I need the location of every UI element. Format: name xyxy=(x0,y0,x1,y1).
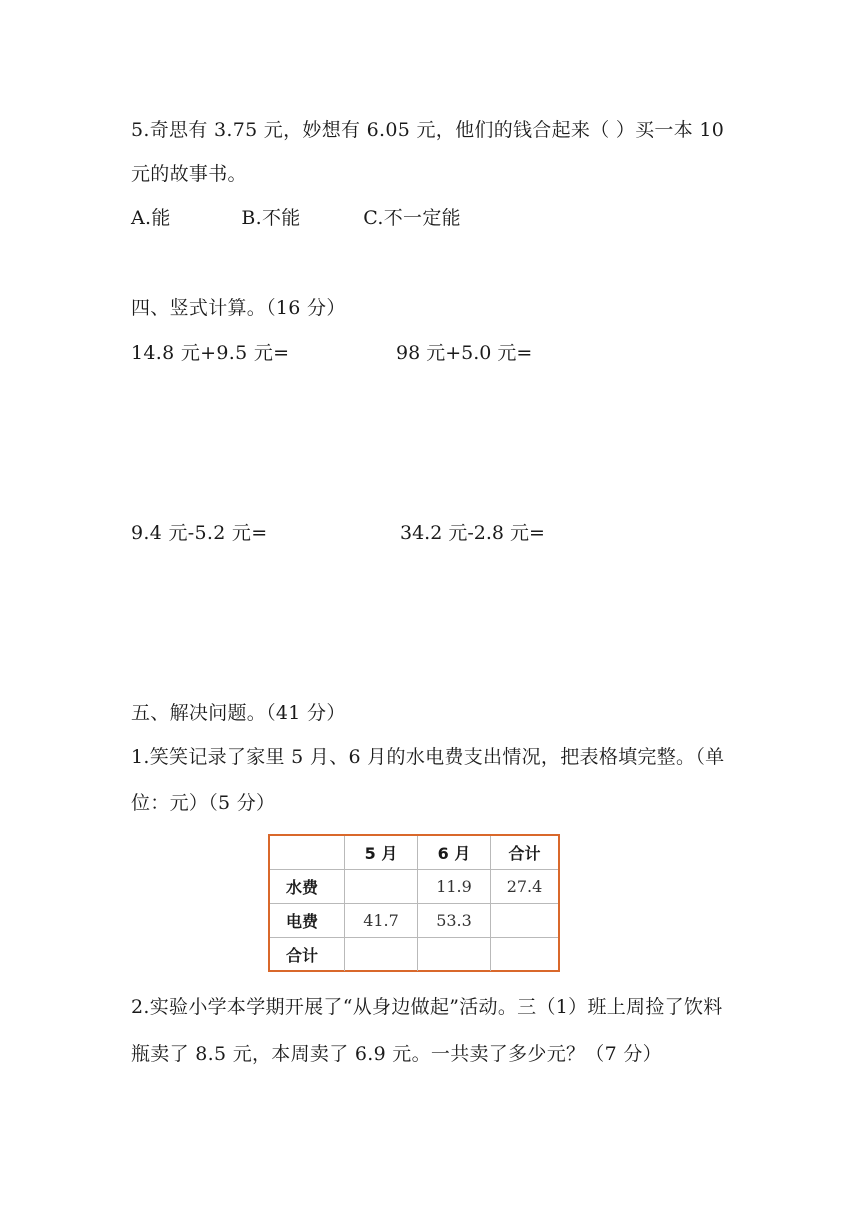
section5-heading: 五、解决问题。（41 分） xyxy=(131,702,346,724)
q1-line2: 位：元）（5 分） xyxy=(131,792,276,814)
q2-line1: 2.实验小学本学期开展了“从身边做起”活动。三（1）班上周捡了饮料 xyxy=(131,996,723,1018)
cell-electric-june: 53.3 xyxy=(418,904,491,938)
option-b: B.不能 xyxy=(241,207,301,229)
cell-water-total: 27.4 xyxy=(491,870,559,904)
problem-2: 98 元+5.0 元= xyxy=(396,342,533,364)
table-header-row xyxy=(270,836,558,870)
option-c: C.不一定能 xyxy=(363,207,461,229)
col-header-june: 6 月 xyxy=(418,836,491,870)
table-corner-cell xyxy=(270,836,345,870)
problem-4: 34.2 元-2.8 元= xyxy=(400,522,545,544)
cell-electric-total[interactable] xyxy=(491,904,559,938)
section4-heading: 四、竖式计算。（16 分） xyxy=(131,297,346,319)
cell-water-may[interactable] xyxy=(345,870,418,904)
cell-water-june: 11.9 xyxy=(418,870,491,904)
table-row xyxy=(270,938,558,972)
table-row xyxy=(270,904,558,938)
q1-line1: 1.笑笑记录了家里 5 月、6 月的水电费支出情况，把表格填完整。（单 xyxy=(131,746,725,768)
option-a: A.能 xyxy=(131,207,171,229)
q5-line1: 5.奇思有 3.75 元，妙想有 6.05 元，他们的钱合起来（ ）买一本 10 xyxy=(131,119,725,141)
cell-total-may[interactable] xyxy=(345,938,418,972)
row-header-total: 合计 xyxy=(270,938,345,972)
cell-total-total[interactable] xyxy=(491,938,559,972)
table-row xyxy=(270,870,558,904)
q2-line2: 瓶卖了 8.5 元，本周卖了 6.9 元。一共卖了多少元？（7 分） xyxy=(131,1043,662,1065)
row-header-electric: 电费 xyxy=(270,904,345,938)
fee-table xyxy=(268,834,560,972)
row-header-water: 水费 xyxy=(270,870,345,904)
q5-line2: 元的故事书。 xyxy=(131,163,247,185)
q5-options xyxy=(131,206,461,230)
col-header-may: 5 月 xyxy=(345,836,418,870)
cell-total-june[interactable] xyxy=(418,938,491,972)
cell-electric-may: 41.7 xyxy=(345,904,418,938)
col-header-total: 合计 xyxy=(491,836,559,870)
problem-3: 9.4 元-5.2 元= xyxy=(131,522,268,544)
problem-1: 14.8 元+9.5 元= xyxy=(131,342,290,364)
